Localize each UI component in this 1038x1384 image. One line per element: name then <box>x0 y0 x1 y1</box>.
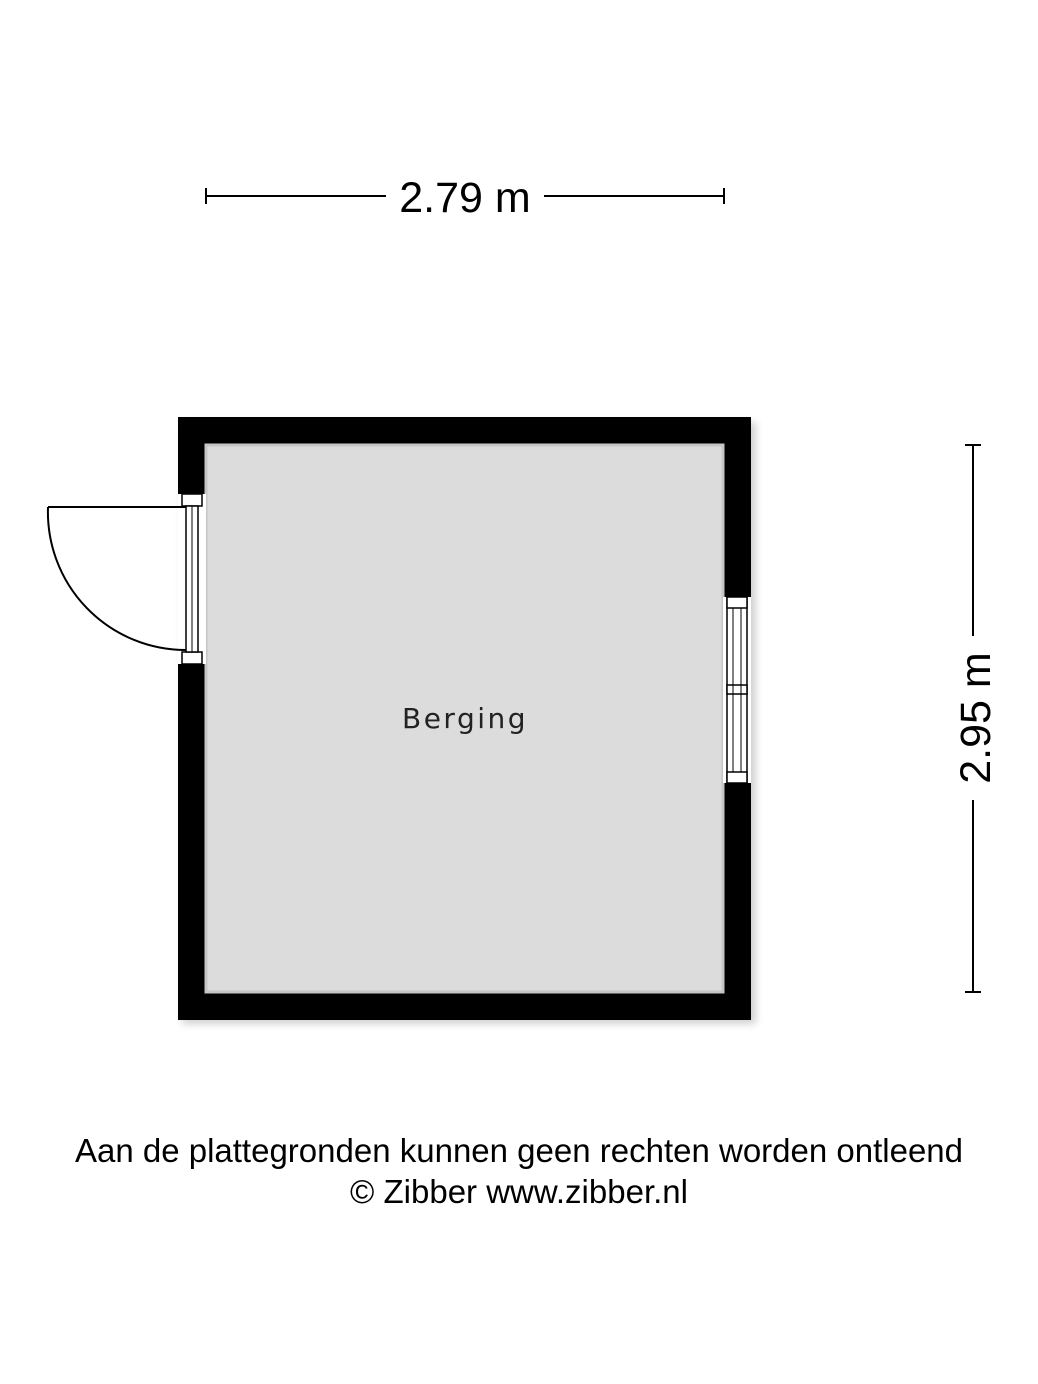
window-mullion-top <box>727 597 747 608</box>
room-label-berging: Berging <box>401 702 529 735</box>
door-frame-bottom <box>182 652 202 664</box>
window-mullion-middle <box>727 685 747 694</box>
width-dimension-label: 2.79 m <box>399 174 531 222</box>
copyright-text: © Zibber www.zibber.nl <box>350 1173 688 1210</box>
window-mullion-bottom <box>727 772 747 783</box>
door-left <box>48 494 206 664</box>
door-frame-top <box>182 494 202 506</box>
disclaimer-text: Aan de plattegronden kunnen geen rechten worden ontleend <box>74 1132 964 1169</box>
depth-dimension <box>952 445 1000 992</box>
width-dimension <box>206 174 724 222</box>
depth-dimension-label: 2.95 m <box>952 652 1000 784</box>
door-swing-arc <box>48 507 186 650</box>
window-right <box>723 597 751 783</box>
